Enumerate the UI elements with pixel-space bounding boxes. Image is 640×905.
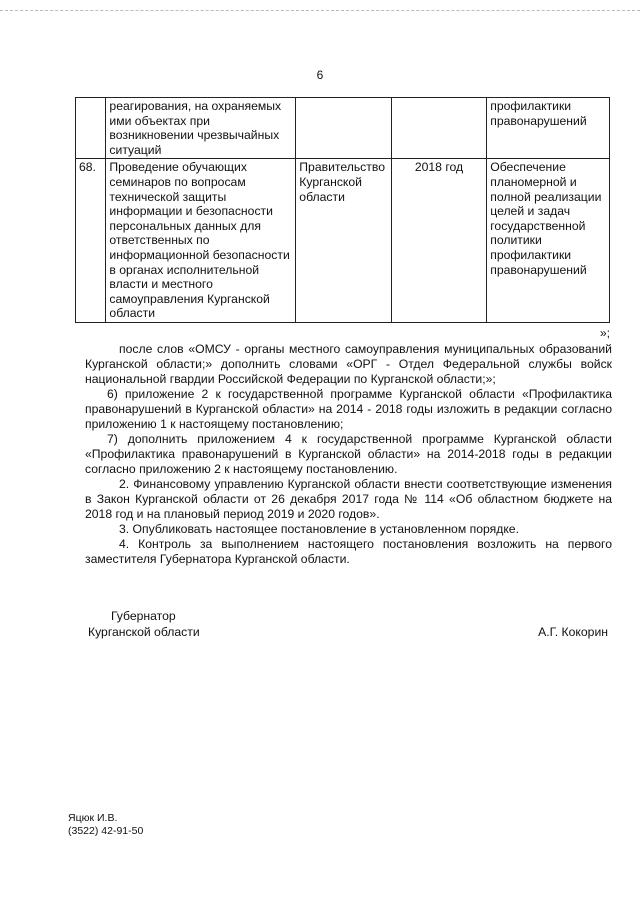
paragraph: 7) дополнить приложением 4 к государственной программе Курганской области «Профилактика правонарушений в Курганской области» на 2014-2018 годы в редакции согласно приложению 2 к настоящему постановлению.	[85, 432, 612, 476]
paragraph: 3. Опубликовать настоящее постановление в установленном порядке.	[119, 522, 519, 536]
cell-num: 68.	[76, 159, 106, 323]
signatory-name: А.Г. Кокорин	[538, 625, 608, 639]
cell-executor: Правительство Курганской области	[296, 159, 391, 323]
footer-contact	[68, 812, 143, 838]
paragraph: 4. Контроль за выполнением настоящего постановления возложить на первого заместителя Губернатора Курганской области.	[85, 537, 612, 566]
cell-executor	[296, 98, 391, 159]
cell-term: 2018 год	[391, 159, 486, 323]
footer-phone: (3522) 42-91-50	[68, 825, 144, 837]
cell-result: профилактики правонарушений	[487, 98, 610, 159]
scan-edge-line	[0, 10, 640, 12]
cell-num	[76, 98, 106, 159]
cell-measure: Проведение обучающих семинаров по вопросам технической защиты информации и безопасности персональных данных для ответственных по информационной безопасности в органах исполнительной власти и местного самоуправления Курганской области	[106, 159, 296, 323]
document-body	[85, 342, 612, 567]
table-closing-mark: »;	[599, 326, 610, 340]
measures-table	[75, 97, 610, 323]
cell-term	[391, 98, 486, 159]
table-row	[76, 159, 610, 323]
signatory-title-line2: Курганской области	[88, 624, 200, 639]
page-number: 6	[316, 68, 324, 82]
table-row	[76, 98, 610, 159]
footer-author: Яцюк И.В.	[68, 812, 118, 824]
signatory-title	[88, 609, 200, 640]
paragraph: после слов «ОМСУ - органы местного самоуправления муниципальных образований Курганской области;» дополнить словами «ОРГ - Отдел Федеральной службы войск национальной гвардии Российской Федерации по Курганской области;»;	[85, 342, 612, 386]
paragraph: 2. Финансовому управлению Курганской области внести соответствующие изменения в Закон Курганской области от 26 декабря 2017 года № 114 «Об областном бюджете на 2018 год и на плановый период 2019 и 2020 годов».	[85, 477, 612, 521]
signatory-title-line1: Губернатор	[111, 609, 176, 623]
cell-result: Обеспечение планомерной и полной реализации целей и задач государственной политики профилактики правонарушений	[487, 159, 610, 323]
cell-measure: реагирования, на охраняемых ими объектах при возникновении чрезвычайных ситуаций	[106, 98, 296, 159]
paragraph: 6) приложение 2 к государственной программе Курганской области «Профилактика правонарушений в Курганской области» на 2014 - 2018 годы изложить в редакции согласно приложению 1 к настоящему постановлению;	[85, 387, 612, 431]
